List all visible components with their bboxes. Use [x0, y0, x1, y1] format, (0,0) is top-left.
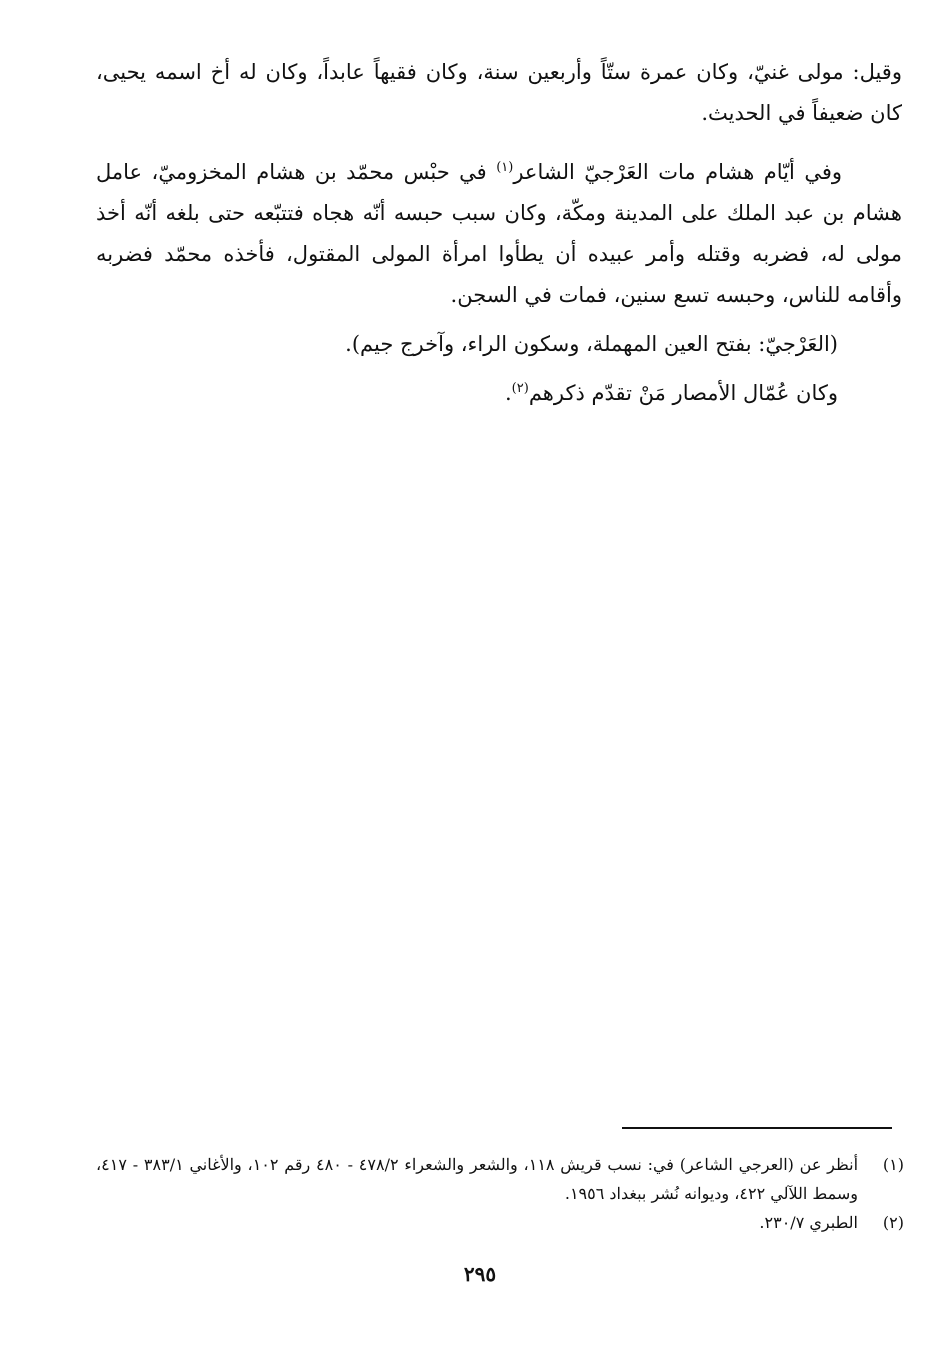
- paragraph-2-text-end: في حبْس محمّد بن هشام المخزوميّ، عامل هشام بن عبد الملك على المدينة ومكّة، وكان سبب حبسه أنّه هجاه فتتبّعه حتى بلغه أنّه أخذ مولى له، فضربه وقتله وأمر عبيده أن يطأوا امرأة المولى المقتول، فأخذه محمّد فضربه وأقامه للناس، وحبسه تسع سنين، فمات في السجن.: [96, 160, 902, 307]
- paragraph-1: [96, 52, 902, 134]
- main-text: [96, 52, 902, 414]
- paragraph-4: [96, 373, 902, 414]
- footnote-ref-2: (٢): [511, 381, 529, 396]
- paragraph-3-text: (العَرْجيّ: بفتح العين المهملة، وسكون الراء، وآخرج جيم).: [345, 332, 838, 356]
- footnote-1: [96, 1150, 904, 1208]
- paragraph-4-text-end: .: [504, 381, 512, 405]
- paragraph-4-text-start: وكان عُمّال الأمصار مَنْ تقدّم ذكرهم: [528, 381, 838, 405]
- paragraph-1-text: وقيل: مولى غنيّ، وكان عمرة ستّاً وأربعين سنة، وكان فقيهاً عابداً، وكان له أخ اسمه يحيى، كان ضعيفاً في الحديث.: [96, 60, 902, 125]
- footnote-1-text: أنظر عن (العرجي الشاعر) في: نسب قريش ١١٨، والشعر والشعراء ٤٧٨/٢ - ٤٨٠ رقم ١٠٢، والأغاني ٣٨٣/١ - ٤١٧، وسمط اللآلي ٤٢٢، وديوانه نُشر ببغداد ١٩٥٦.: [96, 1155, 859, 1203]
- footnote-2: [96, 1208, 904, 1237]
- footnote-1-marker: (١): [882, 1155, 904, 1174]
- footnote-divider: [622, 1127, 892, 1129]
- page-number: ٢٩٥: [463, 1262, 497, 1286]
- paragraph-3: [96, 324, 902, 365]
- footnote-ref-1: (١): [496, 160, 514, 175]
- footnotes: [96, 1150, 904, 1237]
- footnote-2-text: الطبري ٢٣٠/٧.: [759, 1213, 858, 1232]
- footnote-2-marker: (٢): [882, 1213, 904, 1232]
- paragraph-2-text-start: وفي أيّام هشام مات العَرْجيّ الشاعر: [513, 160, 842, 184]
- paragraph-2: [96, 152, 902, 316]
